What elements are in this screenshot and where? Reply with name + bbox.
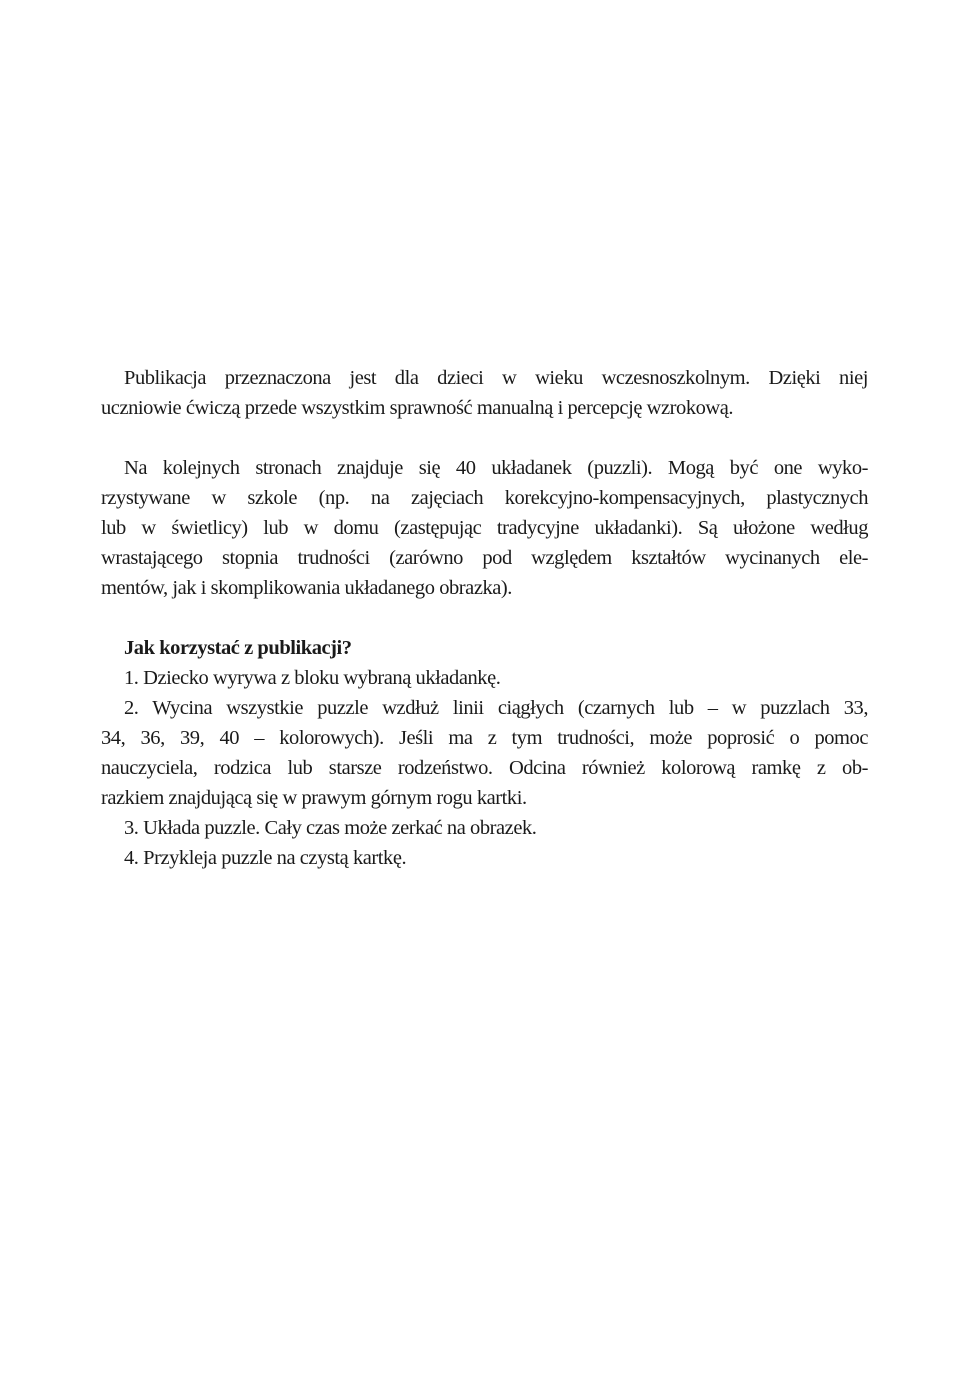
- instruction-continuation: nauczyciela, rodzica lub starsze rodzeństwo. Odcina również kolorową ramkę z ob-: [101, 757, 868, 779]
- text-line: mentów, jak i skomplikowania układanego obrazka).: [101, 577, 512, 599]
- instruction-continuation: razkiem znajdującą się w prawym górnym rogu kartki.: [101, 787, 527, 809]
- text-line: uczniowie ćwiczą przede wszystkim sprawność manualną i percepcję wzrokową.: [101, 397, 734, 419]
- text-line: Publikacja przeznaczona jest dla dzieci w wieku wczesnoszkolnym. Dzięki niej: [124, 367, 868, 389]
- text-line: rzystywane w szkole (np. na zajęciach korekcyjno-kompensacyjnych, plastycznych: [101, 487, 868, 509]
- text-line: lub w świetlicy) lub w domu (zastępując tradycyjne układanki). Są ułożone według: [101, 517, 868, 539]
- section-heading: Jak korzystać z publikacji?: [124, 637, 352, 659]
- instruction-continuation: 34, 36, 39, 40 – kolorowych). Jeśli ma z tym trudności, może poprosić o pomoc: [101, 727, 868, 749]
- text-line: Na kolejnych stronach znajduje się 40 układanek (puzzli). Mogą być one wyko-: [124, 457, 868, 479]
- instruction-step: 2. Wycina wszystkie puzzle wzdłuż linii ciągłych (czarnych lub – w puzzlach 33,: [124, 697, 868, 719]
- instruction-step: 4. Przykleja puzzle na czystą kartkę.: [124, 847, 407, 869]
- text-line: wrastającego stopnia trudności (zarówno pod względem kształtów wycinanych ele-: [101, 547, 868, 569]
- instruction-step: 3. Układa puzzle. Cały czas może zerkać na obrazek.: [124, 817, 537, 839]
- instruction-step: 1. Dziecko wyrywa z bloku wybraną układankę.: [124, 667, 501, 689]
